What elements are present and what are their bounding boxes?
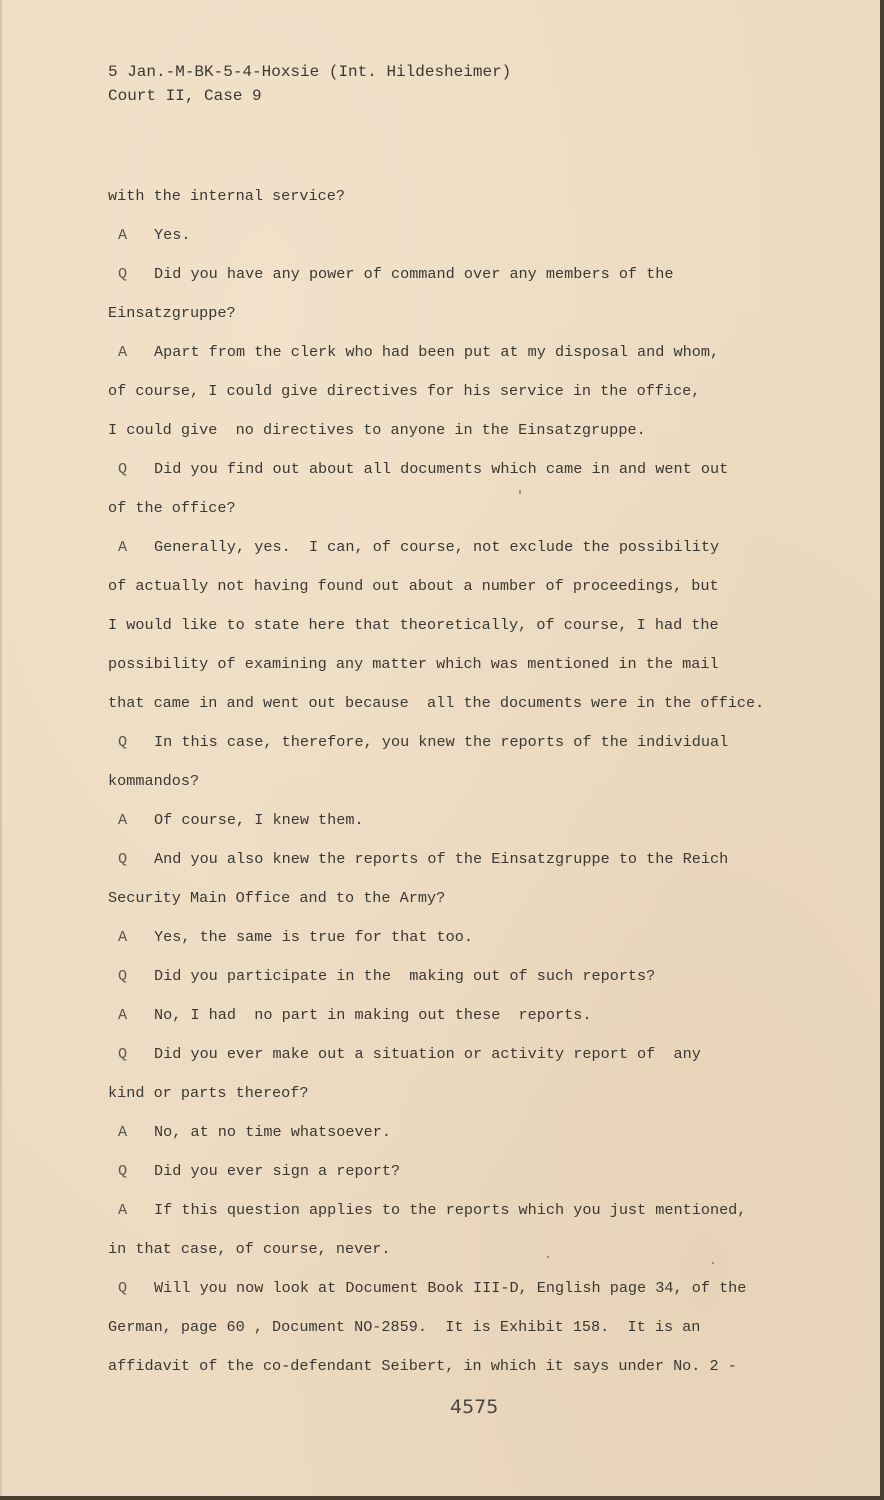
speaker-label: Q	[118, 265, 128, 283]
transcript-line	[108, 1277, 848, 1299]
line-text: No, at no time whatsoever.	[154, 1123, 391, 1141]
transcript-line	[108, 380, 848, 402]
transcript-line	[108, 341, 848, 363]
transcript-line	[108, 770, 848, 792]
line-text: Apart from the clerk who had been put at my disposal and whom,	[154, 343, 720, 361]
speaker-label: Q	[118, 1162, 128, 1180]
transcript-line	[108, 302, 848, 324]
document-content	[108, 60, 848, 1420]
transcript-line	[108, 1316, 848, 1338]
speaker-label: Q	[118, 1045, 128, 1063]
transcript-line	[108, 263, 848, 285]
speaker-label: A	[118, 538, 128, 556]
transcript-line	[108, 1043, 848, 1065]
line-text: Did you ever make out a situation or activity report of any	[154, 1045, 701, 1063]
transcript-line	[108, 1082, 848, 1104]
transcript-line	[108, 692, 848, 714]
speaker-label: A	[118, 343, 128, 361]
transcript-line	[108, 614, 848, 636]
line-text: Will you now look at Document Book III-D, English page 34, of the	[154, 1279, 747, 1297]
line-text: that came in and went out because all the documents were in the office.	[108, 694, 765, 712]
transcript-line	[108, 1199, 848, 1221]
transcript-line	[108, 419, 848, 441]
transcript-line	[108, 458, 848, 480]
line-text: Did you ever sign a report?	[154, 1162, 401, 1180]
speaker-label: Q	[118, 967, 128, 985]
line-text: German, page 60 , Document NO-2859. It is Exhibit 158. It is an	[108, 1318, 701, 1336]
speaker-label: Q	[118, 1279, 128, 1297]
line-text: of actually not having found out about a number of proceedings, but	[108, 577, 719, 595]
transcript-line	[108, 926, 848, 948]
transcript-line	[108, 887, 848, 909]
speaker-label: Q	[118, 850, 128, 868]
transcript-line	[108, 965, 848, 987]
speaker-label: A	[118, 811, 128, 829]
line-text: If this question applies to the reports which you just mentioned,	[154, 1201, 747, 1219]
line-text: possibility of examining any matter which was mentioned in the mail	[108, 655, 719, 673]
transcript-line	[108, 848, 848, 870]
speaker-label: A	[118, 1123, 128, 1141]
header-reference-line: 5 Jan.-M-BK-5-4-Hoxsie (Int. Hildesheimer)	[108, 63, 512, 81]
line-text: Did you have any power of command over any members of the	[154, 265, 674, 283]
transcript-line	[108, 1004, 848, 1026]
speaker-label: A	[118, 1201, 128, 1219]
speaker-label: A	[118, 226, 128, 244]
transcript-line	[108, 224, 848, 246]
transcript-line	[108, 809, 848, 831]
line-text: Did you find out about all documents which came in and went out	[154, 460, 729, 478]
speaker-label: Q	[118, 460, 128, 478]
line-text: in that case, of course, never.	[108, 1240, 391, 1258]
page-number: 4575	[450, 1396, 499, 1418]
page-edge-bottom	[0, 1496, 884, 1500]
line-text: of course, I could give directives for his service in the office,	[108, 382, 701, 400]
page-edge-right	[880, 0, 884, 1500]
line-text: of the office?	[108, 499, 236, 517]
transcript-line	[108, 497, 848, 519]
transcript-line	[108, 1238, 848, 1260]
line-text: Yes, the same is true for that too.	[154, 928, 473, 946]
transcript-line	[108, 731, 848, 753]
line-text: Yes.	[154, 226, 191, 244]
transcript-line	[108, 653, 848, 675]
paper-speck	[712, 1262, 714, 1264]
transcript-body	[108, 185, 848, 1377]
speaker-label: A	[118, 928, 128, 946]
line-text: kind or parts thereof?	[108, 1084, 309, 1102]
line-text: with the internal service?	[108, 187, 345, 205]
line-text: And you also knew the reports of the Einsatzgruppe to the Reich	[154, 850, 729, 868]
transcript-line	[108, 1355, 848, 1377]
document-header	[108, 60, 848, 108]
header-court-case-line: Court II, Case 9	[108, 87, 262, 105]
transcript-line	[108, 536, 848, 558]
line-text: kommandos?	[108, 772, 200, 790]
line-text: I would like to state here that theoretically, of course, I had the	[108, 616, 719, 634]
speaker-label: A	[118, 1006, 128, 1024]
transcript-line	[108, 1121, 848, 1143]
line-text: Did you participate in the making out of such reports?	[154, 967, 656, 985]
line-text: Generally, yes. I can, of course, not exclude the possibility	[154, 538, 720, 556]
line-text: Security Main Office and to the Army?	[108, 889, 446, 907]
speaker-label: Q	[118, 733, 128, 751]
line-text: In this case, therefore, you knew the reports of the individual	[154, 733, 729, 751]
line-text: Einsatzgruppe?	[108, 304, 236, 322]
line-text: affidavit of the co-defendant Seibert, in which it says under No. 2 -	[108, 1357, 737, 1375]
line-text: Of course, I knew them.	[154, 811, 364, 829]
transcript-line	[108, 1160, 848, 1182]
transcript-line	[108, 185, 848, 207]
transcript-line	[108, 575, 848, 597]
line-text: I could give no directives to anyone in the Einsatzgruppe.	[108, 421, 646, 439]
paper-speck	[547, 1256, 549, 1258]
line-text: No, I had no part in making out these reports.	[154, 1006, 592, 1024]
paper-speck	[519, 490, 521, 494]
